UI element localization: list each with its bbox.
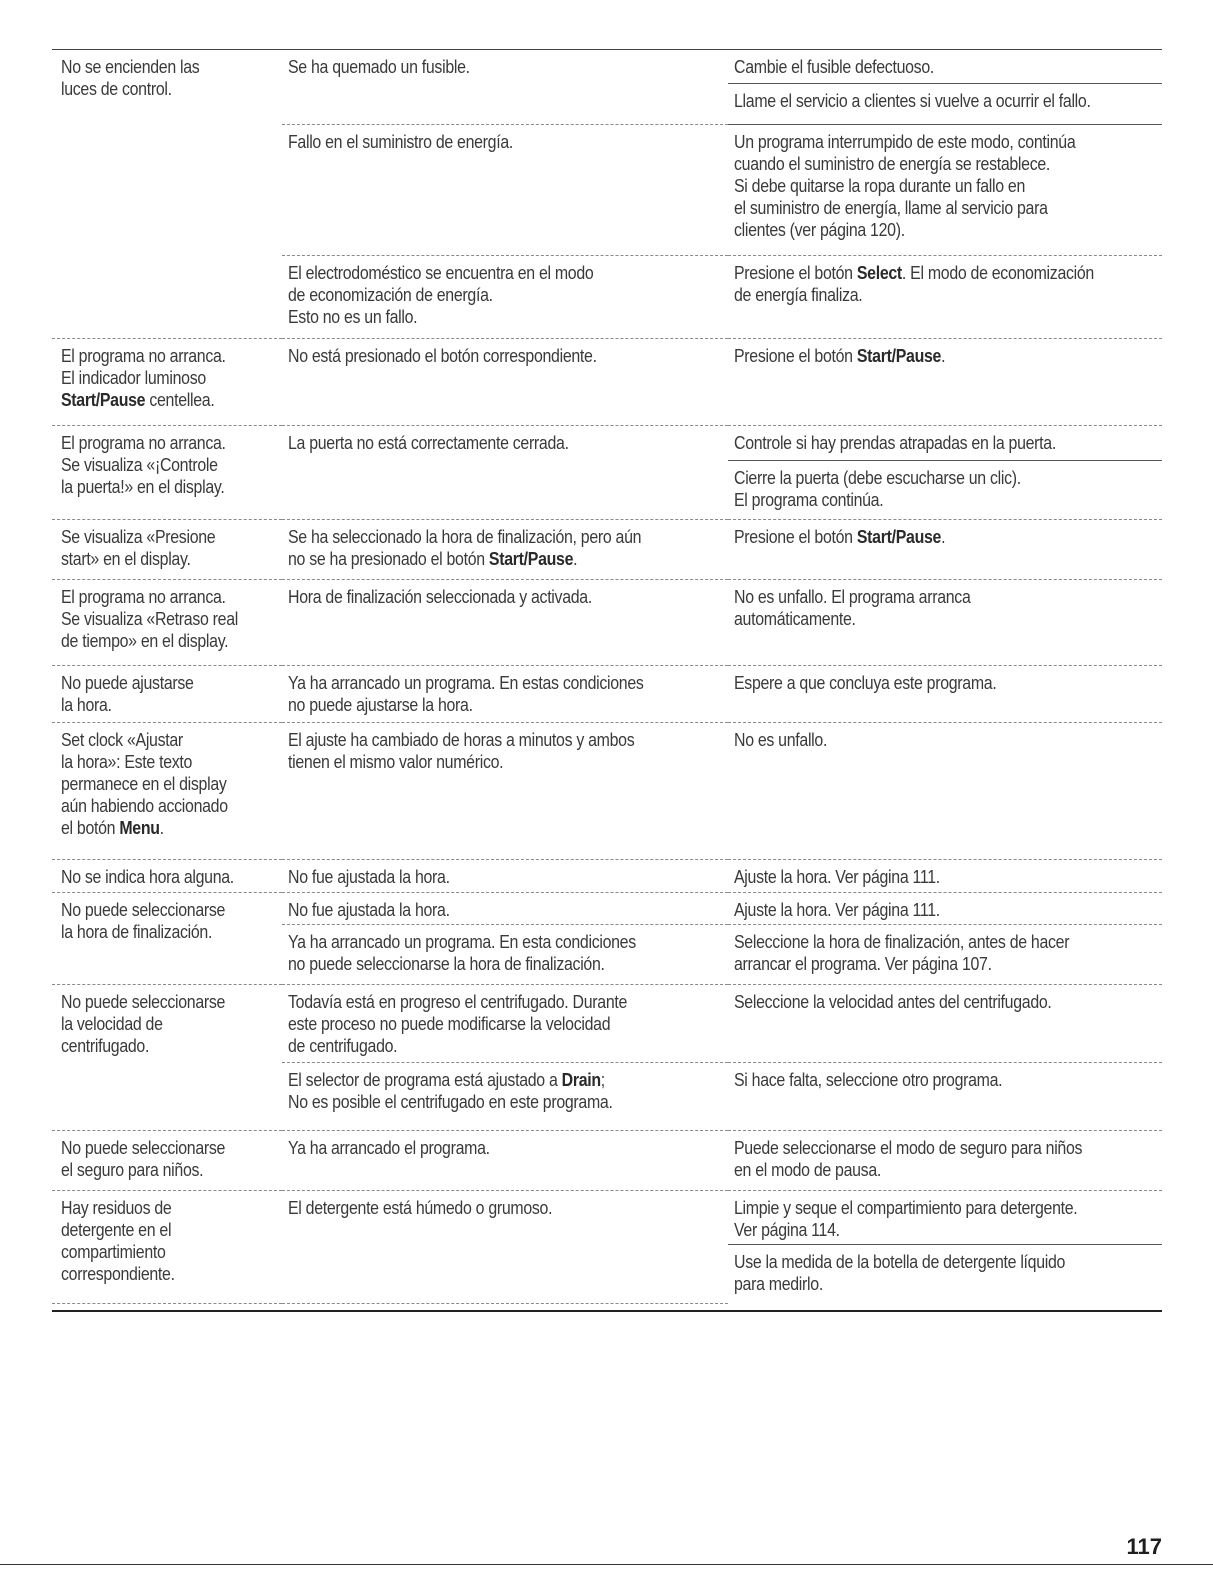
row-divider xyxy=(728,1244,1162,1245)
cause-cell xyxy=(288,931,724,975)
text-line: Ya ha arrancado el programa. xyxy=(288,1137,490,1158)
remedy-cell xyxy=(734,1137,1162,1181)
cause-cell xyxy=(288,1137,724,1159)
text-line: este proceso no puede modificarse la velocidad xyxy=(288,1013,611,1034)
emphasis-label: Start/Pause xyxy=(61,389,146,410)
row-divider xyxy=(282,924,728,925)
row-divider xyxy=(52,1130,282,1131)
row-divider xyxy=(282,859,728,860)
row-divider xyxy=(52,984,282,985)
cause-cell xyxy=(288,131,724,153)
text-line: de economización de energía. xyxy=(288,284,493,305)
problem-cell xyxy=(61,56,271,100)
text-line: El indicador luminoso xyxy=(61,367,206,388)
text-line: Hora de finalización seleccionada y activada. xyxy=(288,586,592,607)
row-divider xyxy=(52,859,282,860)
cause-cell xyxy=(288,991,724,1057)
text-line: Use la medida de la botella de detergente líquido xyxy=(734,1251,1066,1272)
text-line: La puerta no está correctamente cerrada. xyxy=(288,432,569,453)
troubleshooting-row xyxy=(52,1137,1162,1197)
text-line: el suministro de energía, llame al servicio para xyxy=(734,197,1048,218)
text-line: Se ha seleccionado la hora de finalización, pero aún xyxy=(288,526,642,547)
row-divider xyxy=(728,83,1162,84)
troubleshooting-row xyxy=(52,526,1162,586)
bottom-rule xyxy=(52,1310,1162,1312)
top-rule xyxy=(52,49,1162,50)
row-divider xyxy=(728,665,1162,666)
problem-cell xyxy=(61,432,271,498)
text-line: No puede seleccionarse xyxy=(61,899,226,920)
text-line: Ver página 114. xyxy=(734,1219,840,1240)
text-line: Espere a que concluya este programa. xyxy=(734,672,997,693)
troubleshooting-row xyxy=(52,729,1162,866)
text-line: No se encienden las xyxy=(61,56,200,77)
text-line: no puede seleccionarse la hora de finalización. xyxy=(288,953,605,974)
row-divider xyxy=(728,722,1162,723)
text-line: Esto no es un fallo. xyxy=(288,306,418,327)
row-divider xyxy=(52,722,282,723)
troubleshooting-row xyxy=(52,1197,1162,1310)
row-divider xyxy=(282,338,728,339)
remedy-cell xyxy=(734,931,1162,975)
text-line: la puerta!» en el display. xyxy=(61,476,225,497)
emphasis-label: Start/Pause xyxy=(488,548,574,569)
text-line: automáticamente. xyxy=(734,608,856,629)
row-divider xyxy=(52,425,282,426)
text-line: aún habiendo accionado xyxy=(61,795,228,816)
remedy-cell xyxy=(734,432,1162,454)
cause-cell xyxy=(288,729,724,773)
problem-cell xyxy=(61,1197,271,1285)
troubleshooting-row xyxy=(52,866,1162,899)
text-line: Set clock «Ajustar xyxy=(61,729,183,750)
text-line: Llame el servicio a clientes si vuelve a ocurrir el fallo. xyxy=(734,90,1091,111)
problem-cell xyxy=(61,672,271,716)
text-line: El detergente está húmedo o grumoso. xyxy=(288,1197,553,1218)
text-line: No fue ajustada la hora. xyxy=(288,899,450,920)
emphasis-label: Drain xyxy=(561,1069,601,1090)
text-line: Ajuste la hora. Ver página 111. xyxy=(734,866,940,887)
row-divider xyxy=(52,1303,282,1304)
text-line: centrifugado. xyxy=(61,1035,150,1056)
row-divider xyxy=(282,722,728,723)
troubleshooting-row xyxy=(52,56,1162,345)
text-line: No fue ajustada la hora. xyxy=(288,866,450,887)
row-divider xyxy=(728,1190,1162,1191)
text-line: Ya ha arrancado un programa. En estas condiciones xyxy=(288,672,644,693)
problem-cell xyxy=(61,1137,271,1181)
row-divider xyxy=(728,460,1162,461)
text-line: Presione el botón Start/Pause. xyxy=(734,345,946,366)
cause-cell xyxy=(288,262,724,328)
row-divider xyxy=(282,124,728,125)
cause-cell xyxy=(288,1197,724,1219)
row-divider xyxy=(728,859,1162,860)
remedy-cell xyxy=(734,586,1162,630)
troubleshooting-row xyxy=(52,672,1162,729)
text-line: de tiempo» en el display. xyxy=(61,630,229,651)
text-line: El programa no arranca. xyxy=(61,345,226,366)
row-divider xyxy=(282,579,728,580)
row-divider xyxy=(282,1303,728,1304)
text-line: la hora»: Este texto xyxy=(61,751,193,772)
text-line: No se indica hora alguna. xyxy=(61,866,234,887)
text-line: permanece en el display xyxy=(61,773,227,794)
text-line: Se visualiza «Retraso real xyxy=(61,608,238,629)
row-divider xyxy=(728,1062,1162,1063)
remedy-cell xyxy=(734,467,1162,511)
text-line: correspondiente. xyxy=(61,1263,175,1284)
text-line: No es unfallo. El programa arranca xyxy=(734,586,971,607)
text-line: El selector de programa está ajustado a Drain; xyxy=(288,1069,605,1090)
text-line: Seleccione la velocidad antes del centrifugado. xyxy=(734,991,1052,1012)
cause-cell xyxy=(288,432,724,454)
cause-cell xyxy=(288,1069,724,1113)
problem-cell xyxy=(61,991,271,1057)
text-line: Se visualiza «Presione xyxy=(61,526,216,547)
row-divider xyxy=(282,1062,728,1063)
row-divider xyxy=(282,1190,728,1191)
row-divider xyxy=(728,124,1162,125)
problem-cell xyxy=(61,899,271,943)
text-line: Cambie el fusible defectuoso. xyxy=(734,56,934,77)
text-line: Ajuste la hora. Ver página 111. xyxy=(734,899,940,920)
footer-rule xyxy=(0,1564,1213,1565)
row-divider xyxy=(282,665,728,666)
cause-cell xyxy=(288,672,724,716)
text-line: arrancar el programa. Ver página 107. xyxy=(734,953,992,974)
cause-cell xyxy=(288,586,724,608)
row-divider xyxy=(728,984,1162,985)
text-line: Limpie y seque el compartimiento para detergente. xyxy=(734,1197,1078,1218)
remedy-cell xyxy=(734,1251,1162,1295)
text-line: Cierre la puerta (debe escucharse un clic). xyxy=(734,467,1021,488)
text-line: Fallo en el suministro de energía. xyxy=(288,131,514,152)
row-divider xyxy=(52,579,282,580)
cause-cell xyxy=(288,899,724,921)
remedy-cell xyxy=(734,899,1162,921)
remedy-cell xyxy=(734,131,1162,241)
text-line: El ajuste ha cambiado de horas a minutos y ambos xyxy=(288,729,635,750)
remedy-cell xyxy=(734,90,1162,112)
troubleshooting-row xyxy=(52,345,1162,432)
row-divider xyxy=(282,425,728,426)
text-line: Hay residuos de xyxy=(61,1197,172,1218)
text-line: en el modo de pausa. xyxy=(734,1159,882,1180)
page-number: 117 xyxy=(1126,1534,1162,1559)
row-divider xyxy=(728,892,1162,893)
row-divider xyxy=(282,984,728,985)
text-line: no puede ajustarse la hora. xyxy=(288,694,473,715)
row-divider xyxy=(728,338,1162,339)
emphasis-label: Start/Pause xyxy=(856,345,942,366)
row-divider xyxy=(52,1190,282,1191)
problem-cell xyxy=(61,345,271,411)
text-line: No está presionado el botón correspondiente. xyxy=(288,345,597,366)
text-line: Puede seleccionarse el modo de seguro para niños xyxy=(734,1137,1083,1158)
row-divider xyxy=(728,579,1162,580)
troubleshooting-row xyxy=(52,991,1162,1137)
text-line: tienen el mismo valor numérico. xyxy=(288,751,504,772)
text-line: Si hace falta, seleccione otro programa. xyxy=(734,1069,1003,1090)
row-divider xyxy=(728,1130,1162,1131)
text-line: Seleccione la hora de finalización, antes de hacer xyxy=(734,931,1070,952)
problem-cell xyxy=(61,729,271,839)
remedy-cell xyxy=(734,1069,1162,1091)
row-divider xyxy=(52,665,282,666)
text-line: cuando el suministro de energía se restablece. xyxy=(734,153,1051,174)
text-line: Start/Pause centellea. xyxy=(61,389,215,410)
cause-cell xyxy=(288,56,724,78)
text-line: de centrifugado. xyxy=(288,1035,398,1056)
remedy-cell xyxy=(734,672,1162,694)
text-line: Presione el botón Select. El modo de economización xyxy=(734,262,1094,283)
row-divider xyxy=(728,425,1162,426)
row-divider xyxy=(52,892,282,893)
row-divider xyxy=(282,1130,728,1131)
text-line: No puede ajustarse xyxy=(61,672,194,693)
text-line: No es posible el centrifugado en este programa. xyxy=(288,1091,613,1112)
row-divider xyxy=(728,924,1162,925)
remedy-cell xyxy=(734,345,1162,367)
text-line: clientes (ver página 120). xyxy=(734,219,905,240)
text-line: compartimiento xyxy=(61,1241,166,1262)
text-line: de energía finaliza. xyxy=(734,284,863,305)
problem-cell xyxy=(61,866,271,888)
emphasis-label: Menu xyxy=(119,817,160,838)
text-line: la hora de finalización. xyxy=(61,921,213,942)
text-line: No puede seleccionarse xyxy=(61,1137,226,1158)
text-line: Si debe quitarse la ropa durante un fallo en xyxy=(734,175,1026,196)
cause-cell xyxy=(288,866,724,888)
text-line: para medirlo. xyxy=(734,1273,823,1294)
problem-cell xyxy=(61,526,271,570)
troubleshooting-row xyxy=(52,432,1162,526)
remedy-cell xyxy=(734,262,1162,306)
text-line: No es unfallo. xyxy=(734,729,828,750)
text-line: la velocidad de xyxy=(61,1013,163,1034)
text-line: el botón Menu. xyxy=(61,817,164,838)
problem-cell xyxy=(61,586,271,652)
cause-cell xyxy=(288,345,724,367)
text-line: luces de control. xyxy=(61,78,172,99)
text-line: no se ha presionado el botón Start/Pause. xyxy=(288,548,578,569)
remedy-cell xyxy=(734,56,1162,78)
emphasis-label: Select xyxy=(856,262,902,283)
text-line: El programa no arranca. xyxy=(61,432,226,453)
text-line: Controle si hay prendas atrapadas en la puerta. xyxy=(734,432,1056,453)
remedy-cell xyxy=(734,866,1162,888)
cause-cell xyxy=(288,526,724,570)
troubleshooting-row xyxy=(52,899,1162,991)
text-line: El programa continúa. xyxy=(734,489,884,510)
remedy-cell xyxy=(734,991,1162,1013)
text-line: Ya ha arrancado un programa. En esta condiciones xyxy=(288,931,636,952)
row-divider xyxy=(282,255,728,256)
text-line: Presione el botón Start/Pause. xyxy=(734,526,946,547)
row-divider xyxy=(52,519,282,520)
text-line: el seguro para niños. xyxy=(61,1159,204,1180)
row-divider xyxy=(282,892,728,893)
text-line: detergente en el xyxy=(61,1219,172,1240)
text-line: Se visualiza «¡Controle xyxy=(61,454,218,475)
row-divider xyxy=(728,519,1162,520)
text-line: No puede seleccionarse xyxy=(61,991,226,1012)
emphasis-label: Start/Pause xyxy=(856,526,942,547)
text-line: El programa no arranca. xyxy=(61,586,226,607)
row-divider xyxy=(282,519,728,520)
row-divider xyxy=(728,255,1162,256)
text-line: Todavía está en progreso el centrifugado. Durante xyxy=(288,991,628,1012)
text-line: Se ha quemado un fusible. xyxy=(288,56,470,77)
row-divider xyxy=(52,338,282,339)
remedy-cell xyxy=(734,1197,1162,1241)
troubleshooting-row xyxy=(52,586,1162,672)
text-line: Un programa interrumpido de este modo, continúa xyxy=(734,131,1076,152)
text-line: start» en el display. xyxy=(61,548,191,569)
remedy-cell xyxy=(734,729,1162,751)
remedy-cell xyxy=(734,526,1162,548)
text-line: El electrodoméstico se encuentra en el modo xyxy=(288,262,594,283)
text-line: la hora. xyxy=(61,694,112,715)
